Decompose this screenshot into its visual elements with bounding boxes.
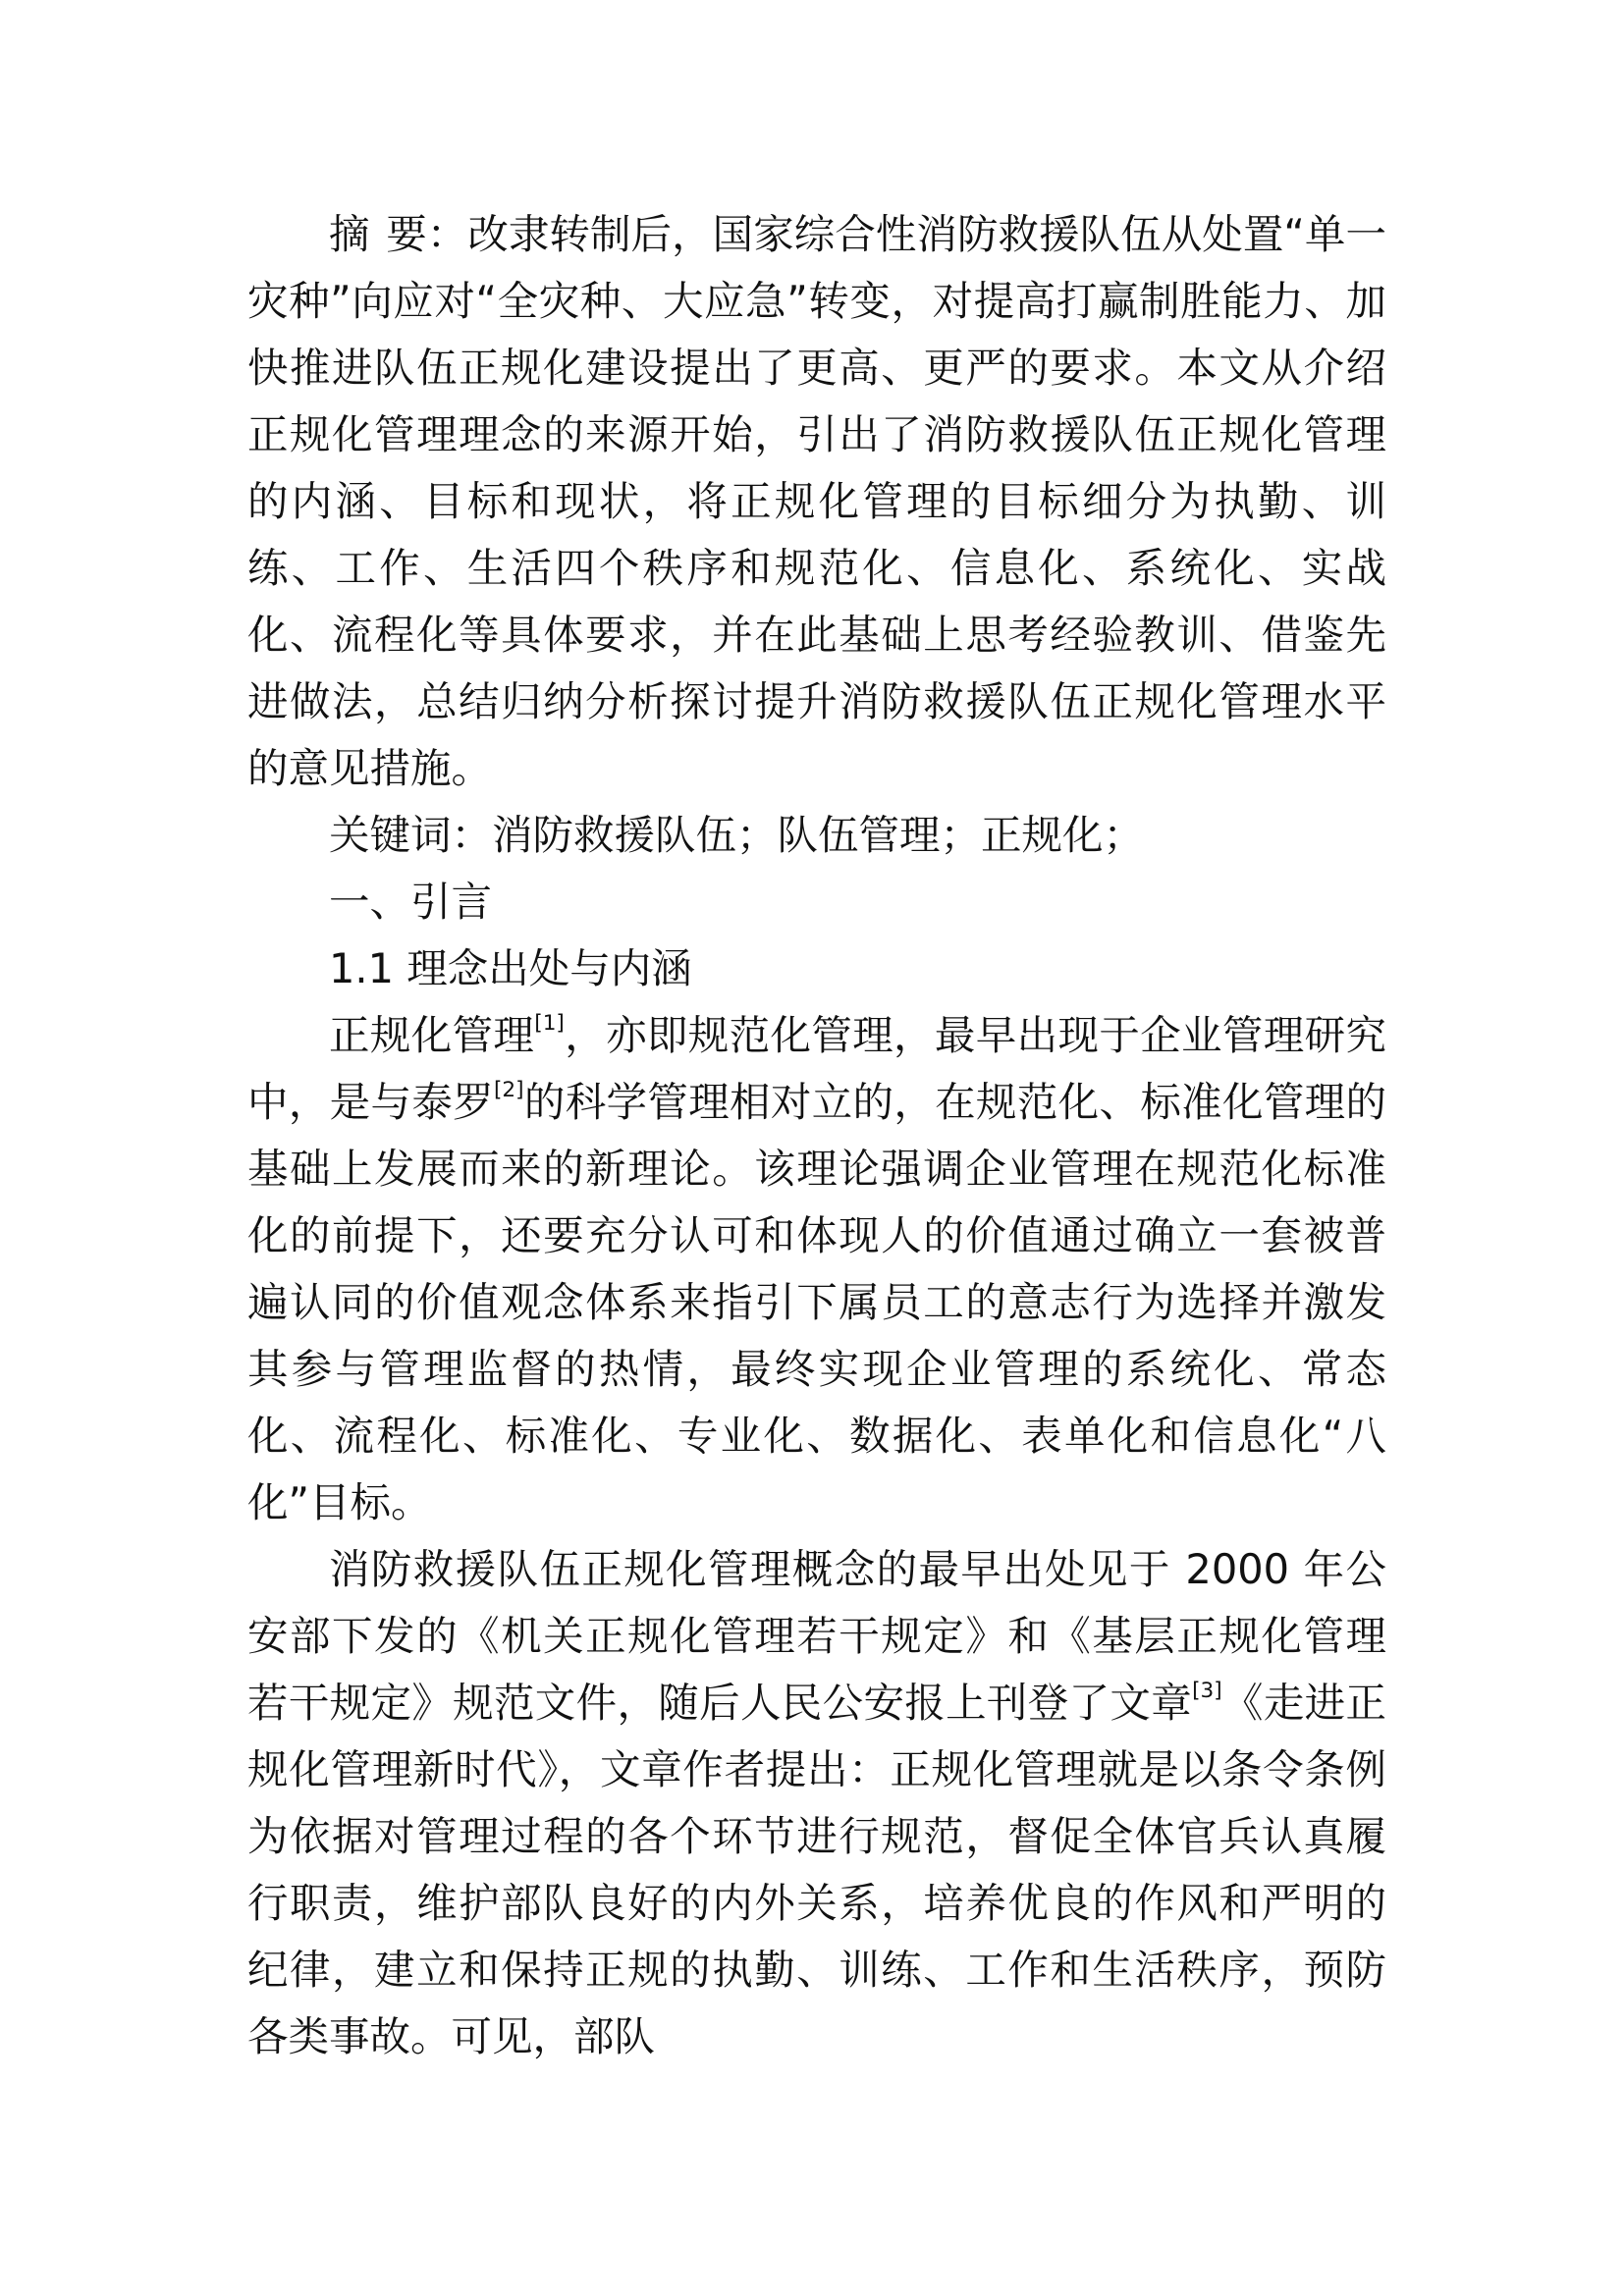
abstract-label-first: 摘 <box>329 210 370 258</box>
para1-text-a: 正规化管理 <box>329 1011 535 1059</box>
citation-3: [3] <box>1192 1678 1222 1703</box>
keywords-line: 关键词：消防救援队伍；队伍管理；正规化； <box>329 811 1145 859</box>
abstract-text: 改隶转制后，国家综合性消防救援队伍从处置“单一灾种”向应对“全灾种、大应急”转变，对提高打赢制胜能力、加快推进队伍正规化建设提出了更高、更严的要求。本文从介绍正规化管理理念的来源开始，引出了消防救援队伍正规化管理的内涵、目标和现状，将正规化管理的目标细分为执勤、训练、工作、生活四个秩序和规范化、信息化、系统化、实战化、流程化等具体要求，并在此基础上思考经验教训、借鉴先进做法，总结归纳分析探讨提升消防救援队伍正规化管理水平的意见措施。 <box>247 210 1386 792</box>
abstract-paragraph <box>247 201 1386 802</box>
section-heading: 一、引言 <box>329 878 493 926</box>
document-page <box>247 201 1386 2070</box>
body-paragraph-1 <box>247 1002 1386 1536</box>
abstract-label-second: 要： <box>386 210 468 258</box>
body-paragraph-2 <box>247 1536 1386 2070</box>
citation-1: [1] <box>534 1010 565 1036</box>
para1-text-c: 的科学管理相对立的，在规范化、标准化管理的基础上发展而来的新理论。该理论强调企业管理在规范化标准化的前提下，还要充分认可和体现人的价值通过确立一套被普遍认同的价值观念体系来指引下属员工的意志行为选择并激发其参与管理监督的热情，最终实现企业管理的系统化、常态化、流程化、标准化、专业化、数据化、表单化和信息化“八化”目标。 <box>247 1078 1386 1526</box>
para2-text-a: 消防救援队伍正规化管理概念的最早出处见于 2000 年公安部下发的《机关正规化管理若干规定》和《基层正规化管理若干规定》规范文件，随后人民公安报上刊登了文章 <box>247 1545 1386 1727</box>
para2-text-b: 《走进正规化管理新时代》，文章作者提出：正规化管理就是以条令条例为依据对管理过程的各个环节进行规范，督促全体官兵认真履行职责，维护部队良好的内外关系，培养优良的作风和严明的纪律，建立和保持正规的执勤、训练、工作和生活秩序，预防各类事故。可见，部队 <box>247 1679 1386 2060</box>
citation-2: [2] <box>493 1077 524 1102</box>
para1-text-b: ，亦即规范化管理，最早出现于企业管理研究中，是与泰罗 <box>247 1011 1386 1126</box>
subsection-heading: 1.1 理念出处与内涵 <box>329 944 692 992</box>
